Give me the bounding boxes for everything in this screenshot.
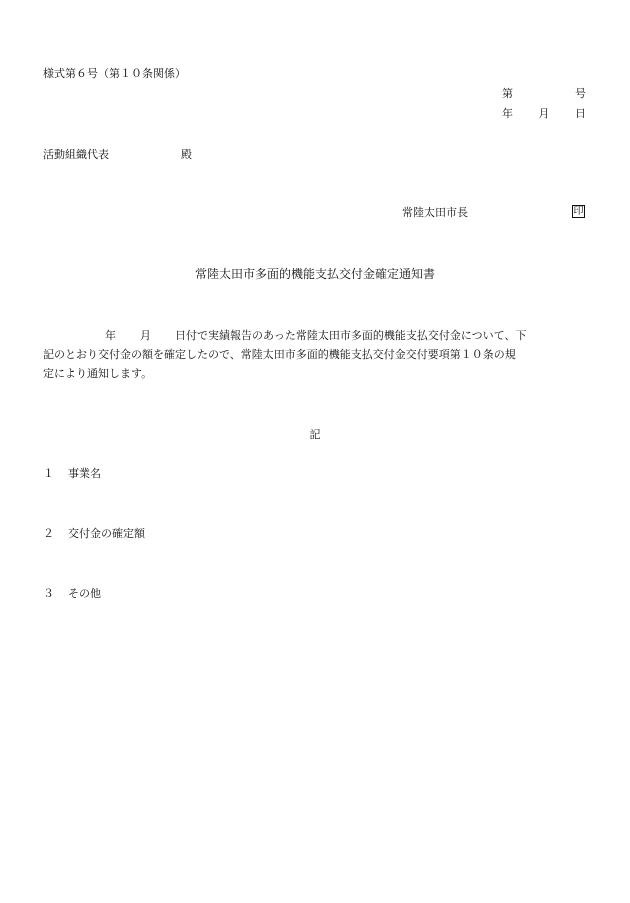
- ki-heading: 記: [309, 428, 321, 441]
- document-title: 常陸太田市多面的機能支払交付金確定通知書: [194, 267, 435, 281]
- item-project-name: [43, 468, 101, 479]
- body-text: [43, 326, 578, 383]
- item-label: その他: [68, 587, 101, 600]
- item-label: 事業名: [68, 467, 101, 480]
- seal-mark: 印: [573, 206, 584, 217]
- doc-date-day: 日: [575, 107, 586, 120]
- issuer-name: 常陸太田市長: [402, 206, 468, 219]
- addressee-honorific: 殿: [181, 148, 192, 161]
- item-confirmed-amount: [43, 528, 145, 539]
- body-line-1: [43, 326, 578, 345]
- doc-date-month: 月: [538, 107, 550, 120]
- item-number: ３: [43, 587, 54, 600]
- document-date: [502, 108, 586, 119]
- item-number: ２: [43, 527, 54, 540]
- addressee: [43, 149, 192, 160]
- item-other: [43, 588, 101, 599]
- doc-number-suffix: 号: [575, 87, 586, 100]
- doc-date-year: 年: [502, 107, 513, 120]
- addressee-label: 活動組織代表: [43, 148, 109, 161]
- doc-number-prefix: 第: [502, 87, 513, 100]
- item-number: １: [43, 467, 54, 480]
- body-line-3: 定により通知します。: [43, 367, 153, 380]
- body-line-1-rest: 日付で実績報告のあった常陸太田市多面的機能支払交付金について、下: [175, 329, 527, 342]
- form-number: 様式第６号（第１０条関係）: [43, 67, 186, 80]
- body-line-2: 記のとおり交付金の額を確定したので、常陸太田市多面的機能支払交付金交付要項第１０条の規: [43, 348, 516, 361]
- body-month: 月: [140, 329, 151, 342]
- item-label: 交付金の確定額: [68, 527, 145, 540]
- body-year: 年: [105, 329, 116, 342]
- document-number: [502, 88, 586, 99]
